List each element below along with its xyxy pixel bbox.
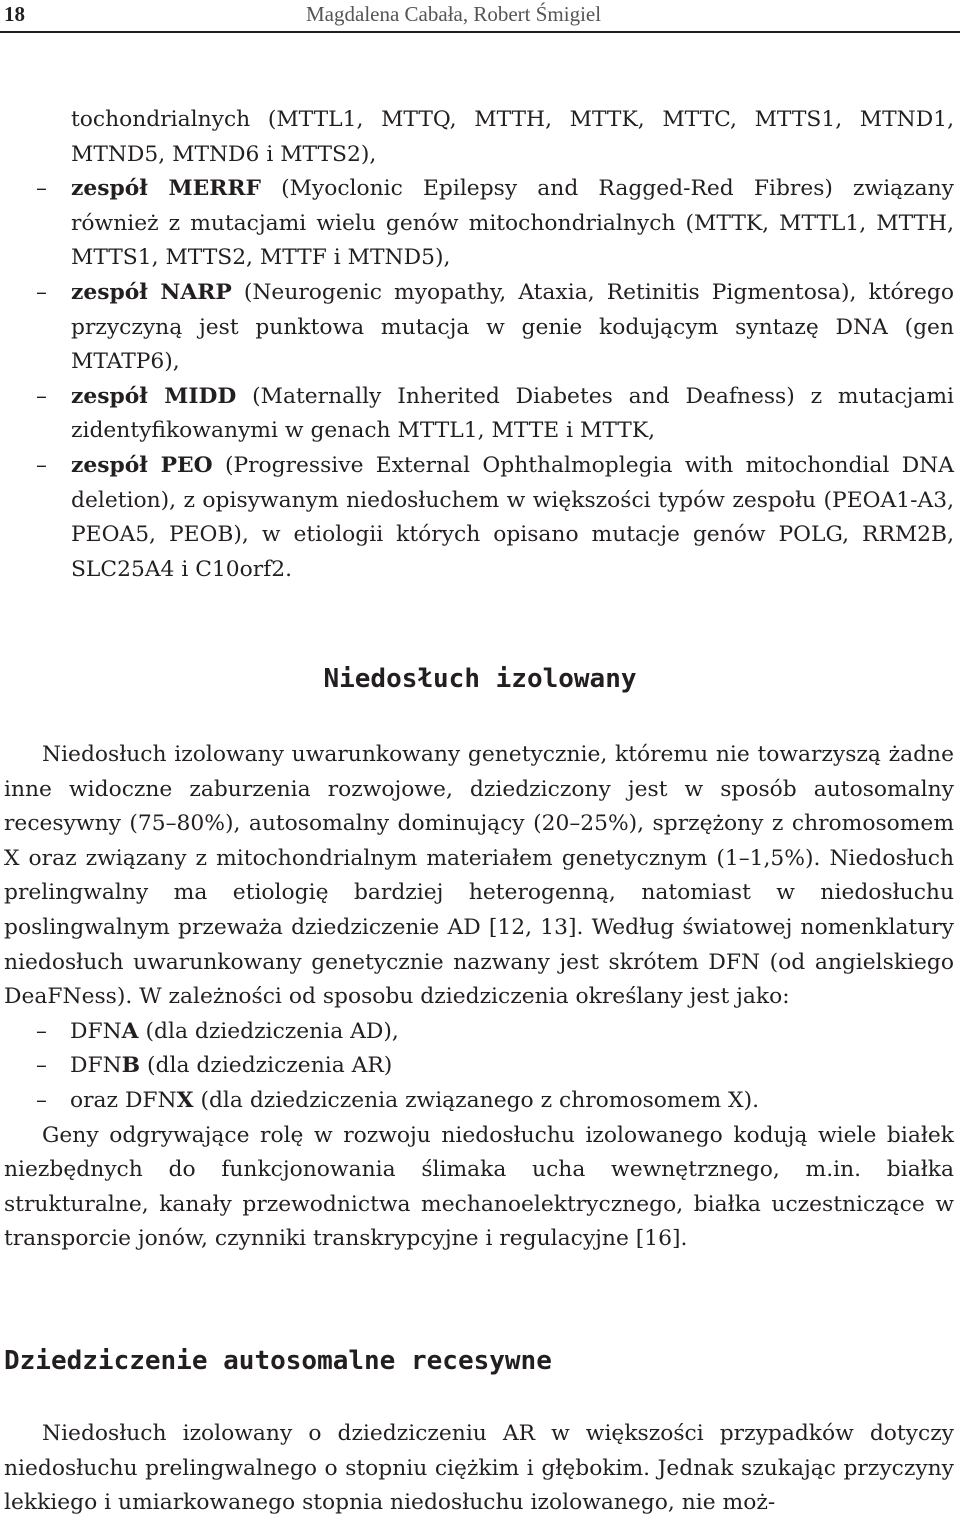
dfn-prefix: DFN <box>70 1018 122 1044</box>
header-rule <box>0 31 960 33</box>
syndrome-name: zespół MERRF <box>71 176 261 202</box>
paragraph: Niedosłuch izolowany uwarunkowany genetycznie, któremu nie towarzyszą żadne inne widoczne zaburzenia rozwojowe, dziedziczony jest w sposób autosomalny recesywny (75–80%), autosomalny dominujący (20–25%), sprzężony z chromosomem X oraz związany z mitochondrialnym materiałem genetycznym (1–1,5%). Niedosłuch prelingwalny ma etiologię bardziej heterogenną, natomiast w niedosłuchu poslingwalnym przeważa dziedziczenie AD [12, 13]. Według światowej nomenklatury niedosłuch uwarunkowany genetycznie nazwany jest skrótem DFN (od angielskiego DeaFNess). W zależności od sposobu dziedziczenia określany jest jako: <box>4 742 954 1010</box>
paragraph: Geny odgrywające rolę w rozwoju niedosłuchu izolowanego kodują wiele białek niezbędnych do funkcjonowania ślimaka ucha wewnętrznego, m.in. białka strukturalne, kanały przewodnictwa mechanoelektrycznego, białka uczestniczące w transporcie jonów, czynniki transkrypcyjne i regulacyjne [16]. <box>4 1122 954 1252</box>
list-item <box>0 1049 954 1084</box>
list-item <box>0 1084 954 1119</box>
list-item <box>0 276 954 380</box>
section-dziedziczenie-ar <box>4 1417 954 1521</box>
syndrome-list-section <box>0 103 954 587</box>
dfn-list <box>0 1015 954 1119</box>
dfn-letter: A <box>121 1018 139 1044</box>
syndrome-list <box>0 172 954 587</box>
paragraph: Niedosłuch izolowany o dziedziczeniu AR w większości przypadków dotyczy niedosłuchu prelingwalnego o stopniu ciężkim i głębokim. Jednak szukając przyczyny lekkiego i umiarkowanego stopnia niedosłuchu izolowanego, nie moż- <box>4 1421 954 1516</box>
running-head: Magdalena Cabała, Robert Śmigiel <box>306 2 602 26</box>
syndrome-description: (Myoclonic Epilepsy and Ragged-Red Fibres) związany również z mutacjami wielu genów mitochondrialnych (MTTK, MTTL1, MTTH, MTTS1, MTTS2, MTTF i MTND5), <box>71 176 954 271</box>
syndrome-name: zespół PEO <box>71 452 213 478</box>
syndrome-name: zespół MIDD <box>71 383 237 409</box>
list-item <box>0 1015 954 1050</box>
dfn-prefix: oraz DFN <box>70 1087 177 1113</box>
syndrome-description: (Progressive External Ophthalmoplegia with mitochondial DNA deletion), z opisywanym niedosłuchem w większości typów zespołu (PEOA1-A3, PEOA5, PEOB), w etiologii których opisano mutacje genów POLG, RRM2B, SLC25A4 i C10orf2. <box>71 452 954 582</box>
page-header <box>0 0 960 30</box>
dfn-text: (dla dziedziczenia związanego z chromosomem X). <box>193 1087 760 1113</box>
section-niedosluch-izolowany <box>4 738 954 1257</box>
dfn-letter: X <box>176 1087 194 1113</box>
section-heading-niedosluch-izolowany: Niedosłuch izolowany <box>323 664 637 694</box>
syndrome-description: (Maternally Inherited Diabetes and Deafness) z mutacjami zidentyfikowanymi w genach MTTL1, MTTE i MTTK, <box>71 383 954 444</box>
continuation-text: tochondrialnych (MTTL1, MTTQ, MTTH, MTTK, MTTC, MTTS1, MTND1, MTND5, MTND6 i MTTS2), <box>71 107 954 167</box>
list-item <box>0 380 954 449</box>
dfn-letter: B <box>121 1053 141 1079</box>
list-item <box>0 449 954 587</box>
dfn-text: (dla dziedziczenia AR) <box>140 1053 393 1079</box>
syndrome-name: zespół NARP <box>71 279 232 305</box>
page-number: 18 <box>4 2 25 26</box>
dfn-prefix: DFN <box>70 1053 122 1079</box>
dfn-text: (dla dziedziczenia AD), <box>138 1018 399 1044</box>
list-item <box>0 172 954 276</box>
section-heading-dziedziczenie-ar: Dziedziczenie autosomalne recesywne <box>4 1346 552 1376</box>
syndrome-description: (Neurogenic myopathy, Ataxia, Retinitis Pigmentosa), którego przyczyną jest punktowa mutacja w genie kodującym syntazę DNA (gen MTATP6), <box>71 279 954 375</box>
